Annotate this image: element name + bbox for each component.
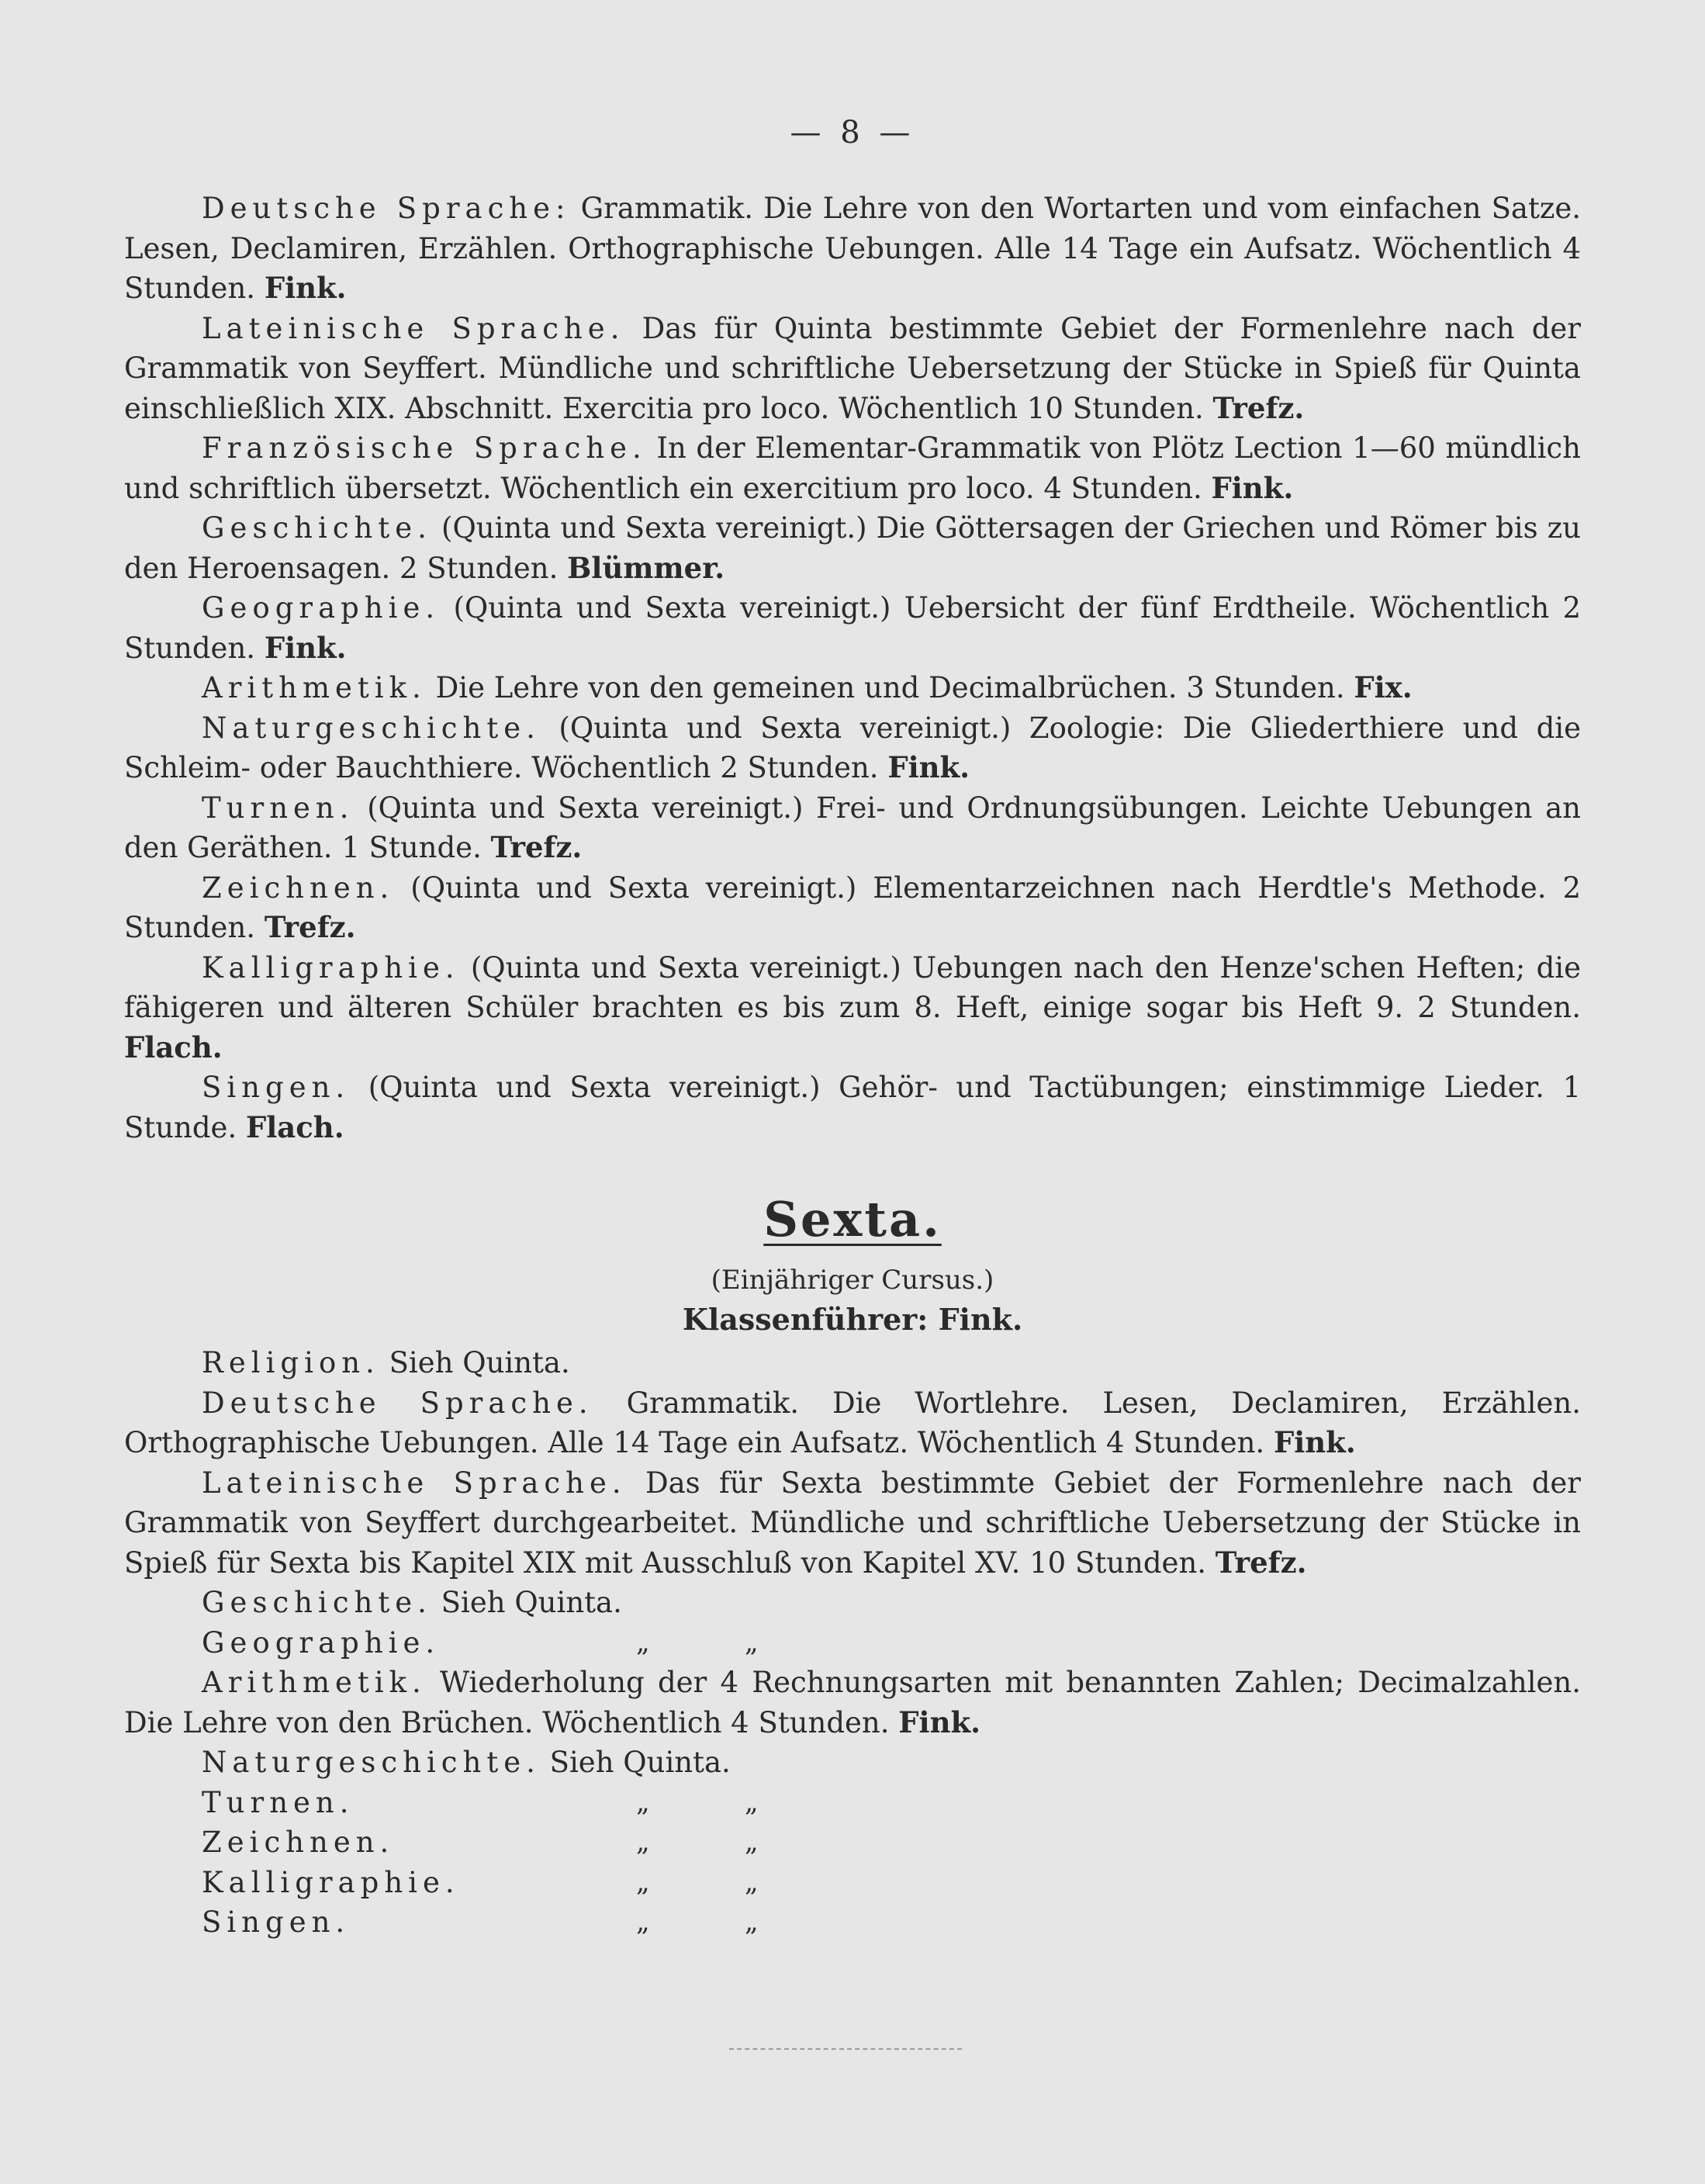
sexta-section-part1 — [124, 1343, 1581, 1623]
subject-paragraph — [124, 668, 1581, 708]
paragraph-text: (Quinta und Sexta vereinigt.) Uebungen nach den Henze'schen Heften; die fähigeren und älteren Schüler brachten es bis zum 8. Heft, einige sogar bis Heft 9. 2 Stunden. — [124, 950, 1581, 1024]
ditto-lines — [124, 1783, 1581, 1943]
subject-paragraph — [124, 189, 1581, 309]
subject-name: Geographie. — [202, 591, 441, 625]
subject-name: Lateinische Sprache. — [202, 1466, 627, 1500]
subject-name: Geschichte. — [202, 511, 432, 545]
teacher-name: Trefz. — [490, 830, 583, 864]
teacher-name: Fink. — [1211, 470, 1294, 505]
ditto-mark: „ — [745, 1866, 759, 1898]
ditto-mark: „ — [745, 1786, 759, 1818]
teacher-name: Fink. — [264, 630, 347, 665]
class-teacher: Klassenführer: Fink. — [682, 1302, 1023, 1337]
subject-name: Zeichnen. — [202, 1826, 395, 1859]
teacher-name: Trefz. — [264, 910, 356, 944]
paragraph-text: Das für Quinta bestimmte Gebiet der Formenlehre nach der Grammatik von Seyffert. Mündliche und schriftliche Uebersetzung der Stücke in Spieß für Quinta einschließlich XIX. Abschnitt. Exercitia pro loco. Wöchentlich 10 Stunden. — [124, 311, 1581, 425]
subject-name: Geschichte. — [202, 1586, 432, 1619]
paragraph-text: (Quinta und Sexta vereinigt.) Elementarzeichnen nach Herdtle's Methode. 2 Stunden. — [124, 870, 1581, 944]
subject-name: Zeichnen. — [202, 870, 395, 905]
subject-name: Naturgeschichte. — [202, 1746, 541, 1779]
subject-name: Naturgeschichte. — [202, 711, 541, 745]
teacher-name: Trefz. — [1215, 1545, 1307, 1580]
paragraph-text: Sieh Quinta. — [431, 1586, 622, 1619]
teacher-name: Fix. — [1354, 670, 1413, 704]
subject-paragraph — [124, 1463, 1581, 1583]
subject-paragraph — [124, 309, 1581, 429]
subject-paragraph — [124, 508, 1581, 588]
end-rule — [729, 2048, 962, 2050]
subject-name: Turnen. — [202, 1785, 354, 1819]
subject-name: Kalligraphie. — [202, 950, 460, 985]
subject-name: Singen. — [202, 1071, 351, 1104]
ditto-mark: „ — [636, 1906, 650, 1937]
subject-paragraph — [124, 1343, 1581, 1383]
teacher-name: Fink. — [898, 1705, 981, 1739]
ditto-line — [124, 1902, 1581, 1943]
teacher-name: Fink. — [887, 750, 970, 784]
paragraph-text: (Quinta und Sexta vereinigt.) Die Göttersagen der Griechen und Römer bis zu den Heroensagen. 2 Stunden. — [124, 511, 1581, 585]
ditto-mark: „ — [636, 1866, 650, 1898]
paragraph-text: Wiederholung der 4 Rechnungsarten mit benannten Zahlen; Decimalzahlen. Die Lehre von den Brüchen. Wöchentlich 4 Stunden. — [124, 1666, 1581, 1739]
subject-paragraph — [124, 788, 1581, 868]
ditto-mark: „ — [745, 1626, 759, 1658]
subject-name: Arithmetik. — [202, 671, 427, 704]
teacher-name: Flach. — [245, 1109, 344, 1144]
subject-name: Kalligraphie. — [202, 1865, 460, 1899]
paragraph-text: In der Elementar-Grammatik von Plötz Lection 1—60 mündlich und schriftlich übersetzt. Wöchentlich ein exercitium pro loco. 4 Stunden. — [124, 431, 1581, 505]
ditto-mark: „ — [745, 1826, 759, 1857]
paragraph-text: Das für Sexta bestimmte Gebiet der Formenlehre nach der Grammatik von Seyffert durchgearbeitet. Mündliche und schriftliche Uebersetzung der Stücke in Spieß für Sexta bis Kapitel XIX mit Ausschluß von Kapitel XV. 10 Stunden. — [124, 1466, 1581, 1580]
subject-name: Singen. — [202, 1905, 351, 1939]
subject-name: Lateinische Sprache. — [202, 311, 625, 345]
teacher-name: Blümmer. — [567, 550, 725, 585]
paragraph-text: Sieh Quinta. — [540, 1746, 731, 1779]
page-number: — 8 — — [790, 115, 915, 151]
subject-paragraph — [124, 868, 1581, 948]
ditto-line — [124, 1783, 1581, 1823]
ditto-line — [124, 1863, 1581, 1903]
paragraph-text: Die Lehre von den gemeinen und Decimalbrüchen. 3 Stunden. — [426, 671, 1354, 704]
subject-name: Geographie. — [202, 1625, 441, 1660]
ditto-mark: „ — [745, 1906, 759, 1937]
subject-paragraph — [124, 708, 1581, 788]
subject-name: Religion. — [202, 1346, 380, 1379]
teacher-name: Fink. — [1273, 1425, 1356, 1459]
paragraph-text: Grammatik. Die Lehre von den Wortarten und vom einfachen Satze. Lesen, Declamiren, Erzählen. Orthographische Uebungen. Alle 14 Tage ein Aufsatz. Wöchentlich 4 Stunden. — [124, 192, 1581, 305]
section-heading-sexta: Sexta. — [763, 1191, 942, 1248]
paragraph-text: (Quinta und Sexta vereinigt.) Gehör- und Tactübungen; einstimmige Lieder. 1 Stunde. — [124, 1071, 1581, 1144]
page-content — [124, 189, 1581, 1943]
subject-paragraph — [124, 428, 1581, 508]
ditto-mark: „ — [636, 1786, 650, 1818]
paragraph-text: Grammatik. Die Wortlehre. Lesen, Declamiren, Erzählen. Orthographische Uebungen. Alle 14 Tage ein Aufsatz. Wöchentlich 4 Stunden. — [124, 1386, 1581, 1459]
paragraph-text: (Quinta und Sexta vereinigt.) Zoologie: Die Gliederthiere und die Schleim- oder Bauchthiere. Wöchentlich 2 Stunden. — [124, 711, 1581, 784]
paragraph-naturgeschichte — [124, 1743, 1581, 1783]
subject-name: Deutsche Sprache: — [202, 192, 571, 225]
paragraph-text: Sieh Quinta. — [379, 1346, 570, 1379]
subject-paragraph — [124, 1583, 1581, 1623]
subject-paragraph — [124, 1068, 1581, 1147]
quinta-section — [124, 189, 1581, 1147]
paragraph-arithmetik — [124, 1663, 1581, 1743]
ditto-mark: „ — [636, 1626, 650, 1658]
paragraph-text: (Quinta und Sexta vereinigt.) Uebersicht der fünf Erdtheile. Wöchentlich 2 Stunden. — [124, 591, 1581, 665]
subject-name: Französische Sprache. — [202, 431, 647, 465]
ditto-mark: „ — [636, 1826, 650, 1857]
subject-name: Deutsche Sprache. — [202, 1386, 593, 1420]
teacher-name: Flach. — [124, 1030, 223, 1064]
subject-paragraph — [124, 948, 1581, 1068]
course-note: (Einjähriger Cursus.) — [711, 1265, 994, 1296]
teacher-name: Trefz. — [1212, 390, 1305, 425]
ditto-line-geographie — [124, 1623, 1581, 1663]
teacher-name: Fink. — [264, 271, 347, 305]
ditto-line — [124, 1822, 1581, 1863]
subject-paragraph — [124, 1383, 1581, 1463]
subject-name: Arithmetik. — [202, 1666, 427, 1699]
subject-paragraph — [124, 588, 1581, 668]
paragraph-text: (Quinta und Sexta vereinigt.) Frei- und Ordnungsübungen. Leichte Uebungen an den Geräthen. 1 Stunde. — [124, 791, 1581, 864]
subject-name: Turnen. — [202, 791, 354, 825]
